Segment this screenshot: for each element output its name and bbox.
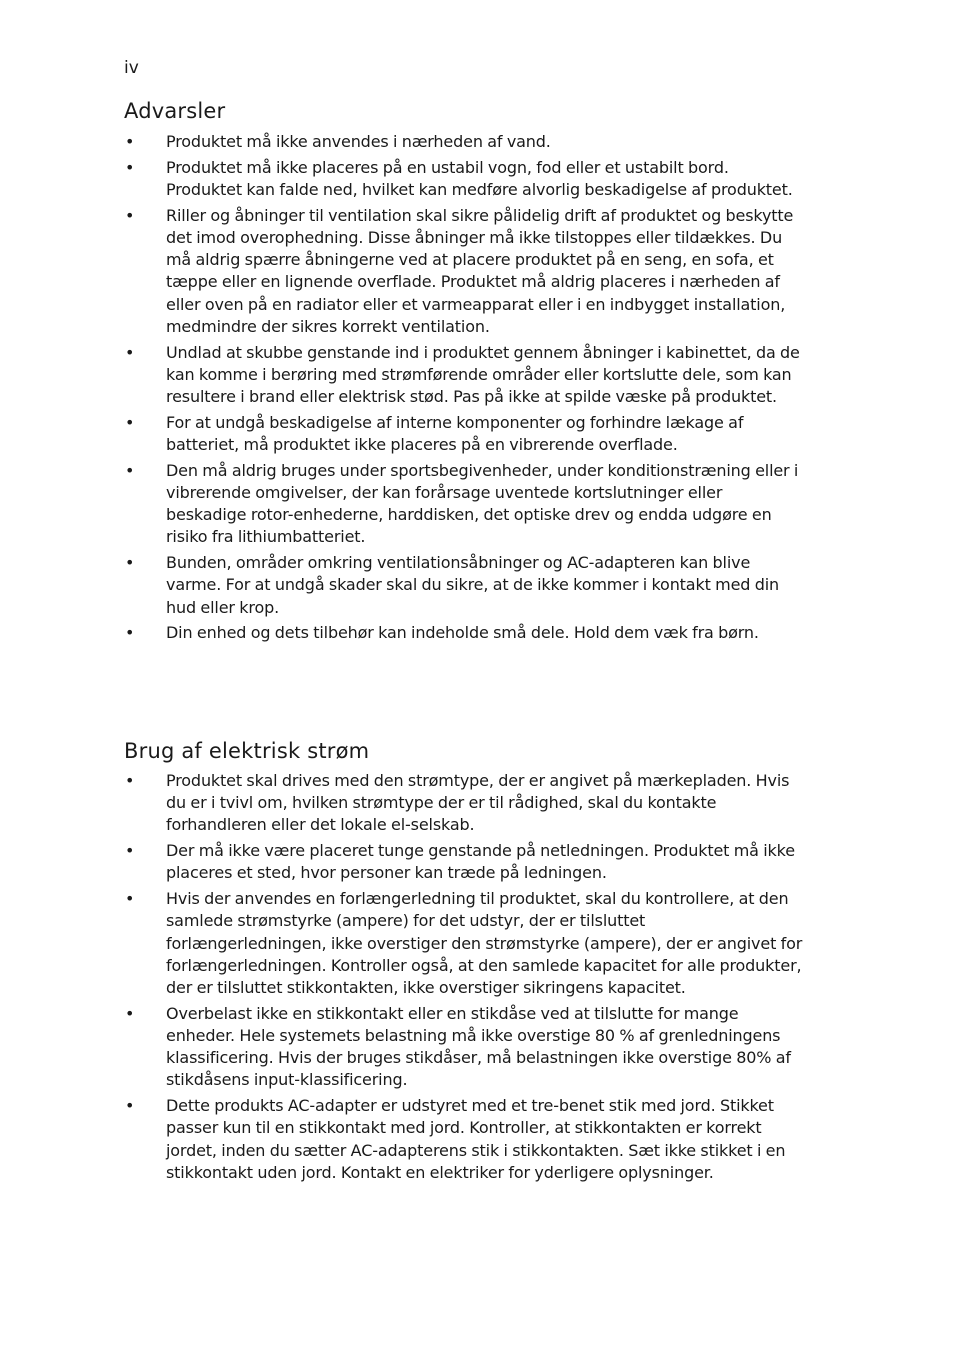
bullet-icon: •	[125, 342, 135, 362]
list-item	[124, 622, 806, 644]
bullet-list	[124, 131, 824, 645]
bullet-list	[124, 770, 824, 1184]
list-item-text: Dette produkts AC-adapter er udstyret med et tre-benet stik med jord. Stikket passer kun til en stikkontakt med jord. Kontroller, at stikkontakten er korrekt jordet, inden du sætter AC-adapterens stik i stikkontakten. Sæt ikke stikket i en stikkontakt uden jord. Kontakt en elektriker for yderligere oplysninger.	[166, 1096, 786, 1182]
section-title: Advarsler	[124, 99, 226, 123]
list-item-text: Produktet må ikke placeres på en ustabil vogn, fod eller et ustabilt bord. Produktet kan falde ned, hvilket kan medføre alvorlig beskadigelse af produktet.	[166, 157, 793, 199]
bullet-icon: •	[125, 132, 135, 151]
bullet-icon: •	[125, 841, 135, 861]
list-item-text: Din enhed og dets tilbehør kan indeholde små dele. Hold dem væk fra børn.	[166, 623, 759, 643]
bullet-icon: •	[125, 553, 135, 573]
list-item-text: For at undgå beskadigelse af interne komponenter og forhindre lækage af batteriet, må produktet ikke placeres på en vibrerende overflade.	[166, 412, 744, 455]
list-item-text: Der må ikke være placeret tunge genstande på netledningen. Produktet må ikke placeres et sted, hvor personer kan træde på ledningen.	[166, 841, 795, 883]
list-item	[124, 342, 806, 409]
list-item-text: Bunden, områder omkring ventilationsåbninger og AC-adapteren kan blive varme. For at undgå skader skal du sikre, at de ikke kommer i kontakt med din hud eller krop.	[166, 553, 779, 617]
bullet-icon: •	[125, 771, 135, 790]
list-item	[124, 205, 806, 338]
list-item	[124, 412, 806, 456]
page-number: iv	[124, 58, 139, 78]
section-title: Brug af elektrisk strøm	[124, 739, 370, 763]
list-item	[124, 157, 806, 201]
list-item	[124, 552, 806, 619]
section-brug-af-elektrisk-strom	[124, 738, 824, 1188]
list-item	[124, 1003, 806, 1092]
list-item	[124, 460, 806, 549]
list-item	[124, 131, 806, 153]
list-item	[124, 1095, 806, 1184]
list-item-text: Hvis der anvendes en forlængerledning til produktet, skal du kontrollere, at den samlede strømstyrke (ampere) for det udstyr, der er tilsluttet forlængerledningen, ikke overstiger den strømstyrke (ampere), der er angivet for forlængerledningen. Kontroller også, at den samlede kapacitet for alle produkter, der er tilsluttet stikkontakten, ikke overstiger sikringens kapacitet.	[166, 889, 803, 998]
list-item	[124, 888, 806, 999]
bullet-icon: •	[125, 460, 135, 480]
bullet-icon: •	[125, 889, 135, 909]
list-item-text: Undlad at skubbe genstande ind i produktet gennem åbninger i kabinettet, da de kan komme i berøring med strømførende områder eller kortslutte dele, som kan resultere i brand eller elektrisk stød. Pas på ikke at spilde væske på produktet.	[166, 342, 800, 407]
list-item-text: Den må aldrig bruges under sportsbegivenheder, under konditionstræning eller i vibrerende omgivelser, der kan forårsage uventede kortslutninger eller beskadige rotor-enhederne, harddisken, det optiske drev og endda udgøre en risiko fra lithiumbatteriet.	[166, 460, 799, 547]
list-item-text: Produktet må ikke anvendes i nærheden af vand.	[166, 132, 551, 151]
bullet-icon: •	[125, 205, 135, 225]
bullet-icon: •	[125, 157, 135, 177]
bullet-icon: •	[125, 412, 135, 432]
list-item	[124, 770, 806, 837]
section-advarsler	[124, 98, 824, 648]
list-item	[124, 840, 806, 884]
bullet-icon: •	[125, 623, 135, 643]
bullet-icon: •	[125, 1003, 135, 1023]
list-item-text: Produktet skal drives med den strømtype, der er angivet på mærkepladen. Hvis du er i tvivl om, hvilken strømtype der er til rådighed, skal du kontakte forhandleren eller det lokale el-selskab.	[166, 771, 790, 835]
list-item-text: Riller og åbninger til ventilation skal sikre pålidelig drift af produktet og beskytte det imod overophedning. Disse åbninger må ikke tilstoppes eller tildækkes. Du må aldrig spærre åbningerne ved at placere produktet på en seng, en sofa, et tæppe eller en lignende overflade. Produktet må aldrig placeres i nærheden af eller oven på en radiator eller et varmeapparat eller i en indbygget installation, medmindre der sikres korrekt ventilation.	[166, 205, 794, 336]
list-item-text: Overbelast ikke en stikkontakt eller en stikdåse ved at tilslutte for mange enheder. Hele systemets belastning må ikke overstige 80 % af grenledningens klassificering. Hvis der bruges stikdåser, må belastningen ikke overstige 80% af stikdåsens input-klassificering.	[166, 1003, 791, 1090]
bullet-icon: •	[125, 1096, 135, 1116]
